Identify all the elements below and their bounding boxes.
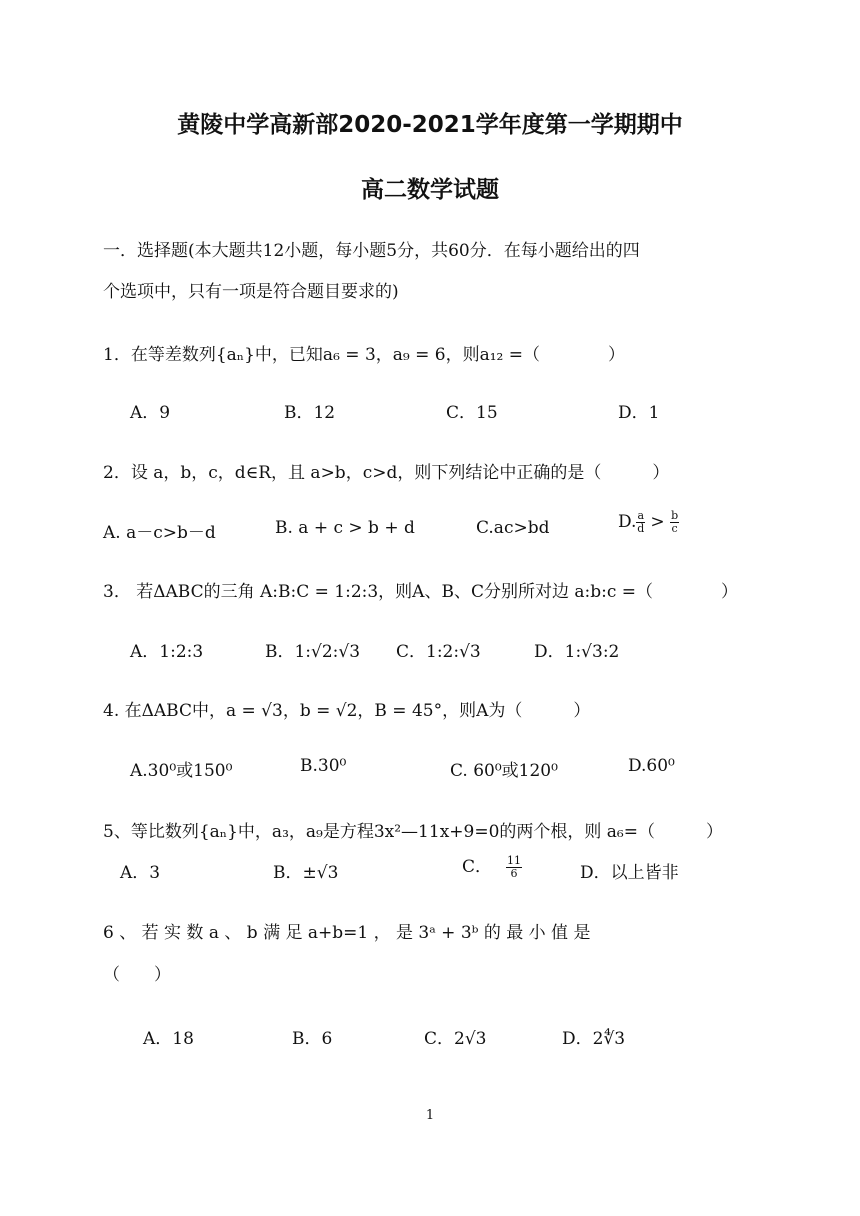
q3-option-b: B．1:√2:√3: [265, 642, 361, 662]
q5-option-b: B．±√3: [273, 863, 339, 883]
q1-option-c: C．15: [446, 403, 498, 423]
q6-option-b: B．6: [292, 1029, 333, 1049]
q3-option-d: D．1:√3:2: [534, 642, 620, 662]
q4-option-a: A.30⁰或150⁰: [130, 761, 233, 781]
q3-option-c: C．1:2:√3: [396, 642, 481, 662]
fraction-b-over-c: $\frac{b}{c}$: [671, 509, 679, 535]
q4-option-d: D.60⁰: [628, 756, 675, 776]
q2-option-d-label: D.: [618, 512, 637, 532]
q6-option-d: D．2∜3: [562, 1029, 626, 1049]
q5-option-a: A．3: [120, 863, 161, 883]
fraction-a-over-d: $\frac{a}{d}$: [637, 509, 645, 535]
q4-option-b: B.30⁰: [300, 756, 347, 776]
question-2: 2．设 a，b，c，d∈R，且 a>b，c>d，则下列结论中正确的是（ ）: [103, 463, 670, 483]
question-1: 1．在等差数列{aₙ}中，已知a₆ = 3，a₉ = 6，则a₁₂ =（ ）: [103, 345, 625, 365]
question-4: 4. 在ΔABC中，a = √3，b = √2，B = 45°，则A为（ ）: [103, 701, 591, 721]
q5-option-c: [462, 852, 522, 880]
q4-option-c: C. 60⁰或120⁰: [450, 761, 558, 781]
q5-option-d: D．以上皆非: [580, 863, 679, 883]
question-5: 5、等比数列{aₙ}中，a₃，a₉是方程3x²—11x+9=0的两个根，则 a₆=（ ）: [103, 822, 723, 842]
page-number: 1: [425, 1108, 435, 1123]
q2-option-c: C.ac>bd: [476, 518, 550, 538]
q1-option-a: A．9: [130, 403, 171, 423]
q2-option-a: A. a－c>b－d: [103, 523, 216, 543]
question-3: 3． 若ΔABC的三角 A:B:C = 1:2:3，则A、B、C分别所对边 a:b:c =（ ）: [103, 582, 739, 602]
q2-option-d: D. $\frac{a}{d}$ > $\frac{b}{c}$: [618, 509, 679, 535]
exam-title: 黄陵中学高新部2020-2021学年度第一学期期中: [177, 112, 683, 138]
section-instructions-line1: 一．选择题(本大题共12小题，每小题5分，共60分．在每小题给出的四: [103, 241, 640, 261]
q2-option-b: B. a + c > b + d: [275, 518, 415, 538]
fraction-11-over-6: $\frac{11}{6}$: [507, 854, 522, 880]
q1-option-d: D．1: [618, 403, 660, 423]
question-6-line1: 6 、 若 实 数 a 、 b 满 足 a+b=1 ， 是 3ᵃ + 3ᵇ 的 最 小 值 是: [103, 923, 591, 943]
q6-option-c: C．2√3: [424, 1029, 487, 1049]
question-6-line2: （ ）: [103, 965, 171, 985]
q3-option-a: A．1:2:3: [130, 642, 204, 662]
exam-subtitle: 高二数学试题: [361, 177, 499, 203]
q5-option-c-label: C．: [462, 857, 493, 877]
section-instructions-line2: 个选项中，只有一项是符合题目要求的): [103, 282, 399, 302]
q6-option-a: A．18: [143, 1029, 194, 1049]
q1-option-b: B．12: [284, 403, 336, 423]
